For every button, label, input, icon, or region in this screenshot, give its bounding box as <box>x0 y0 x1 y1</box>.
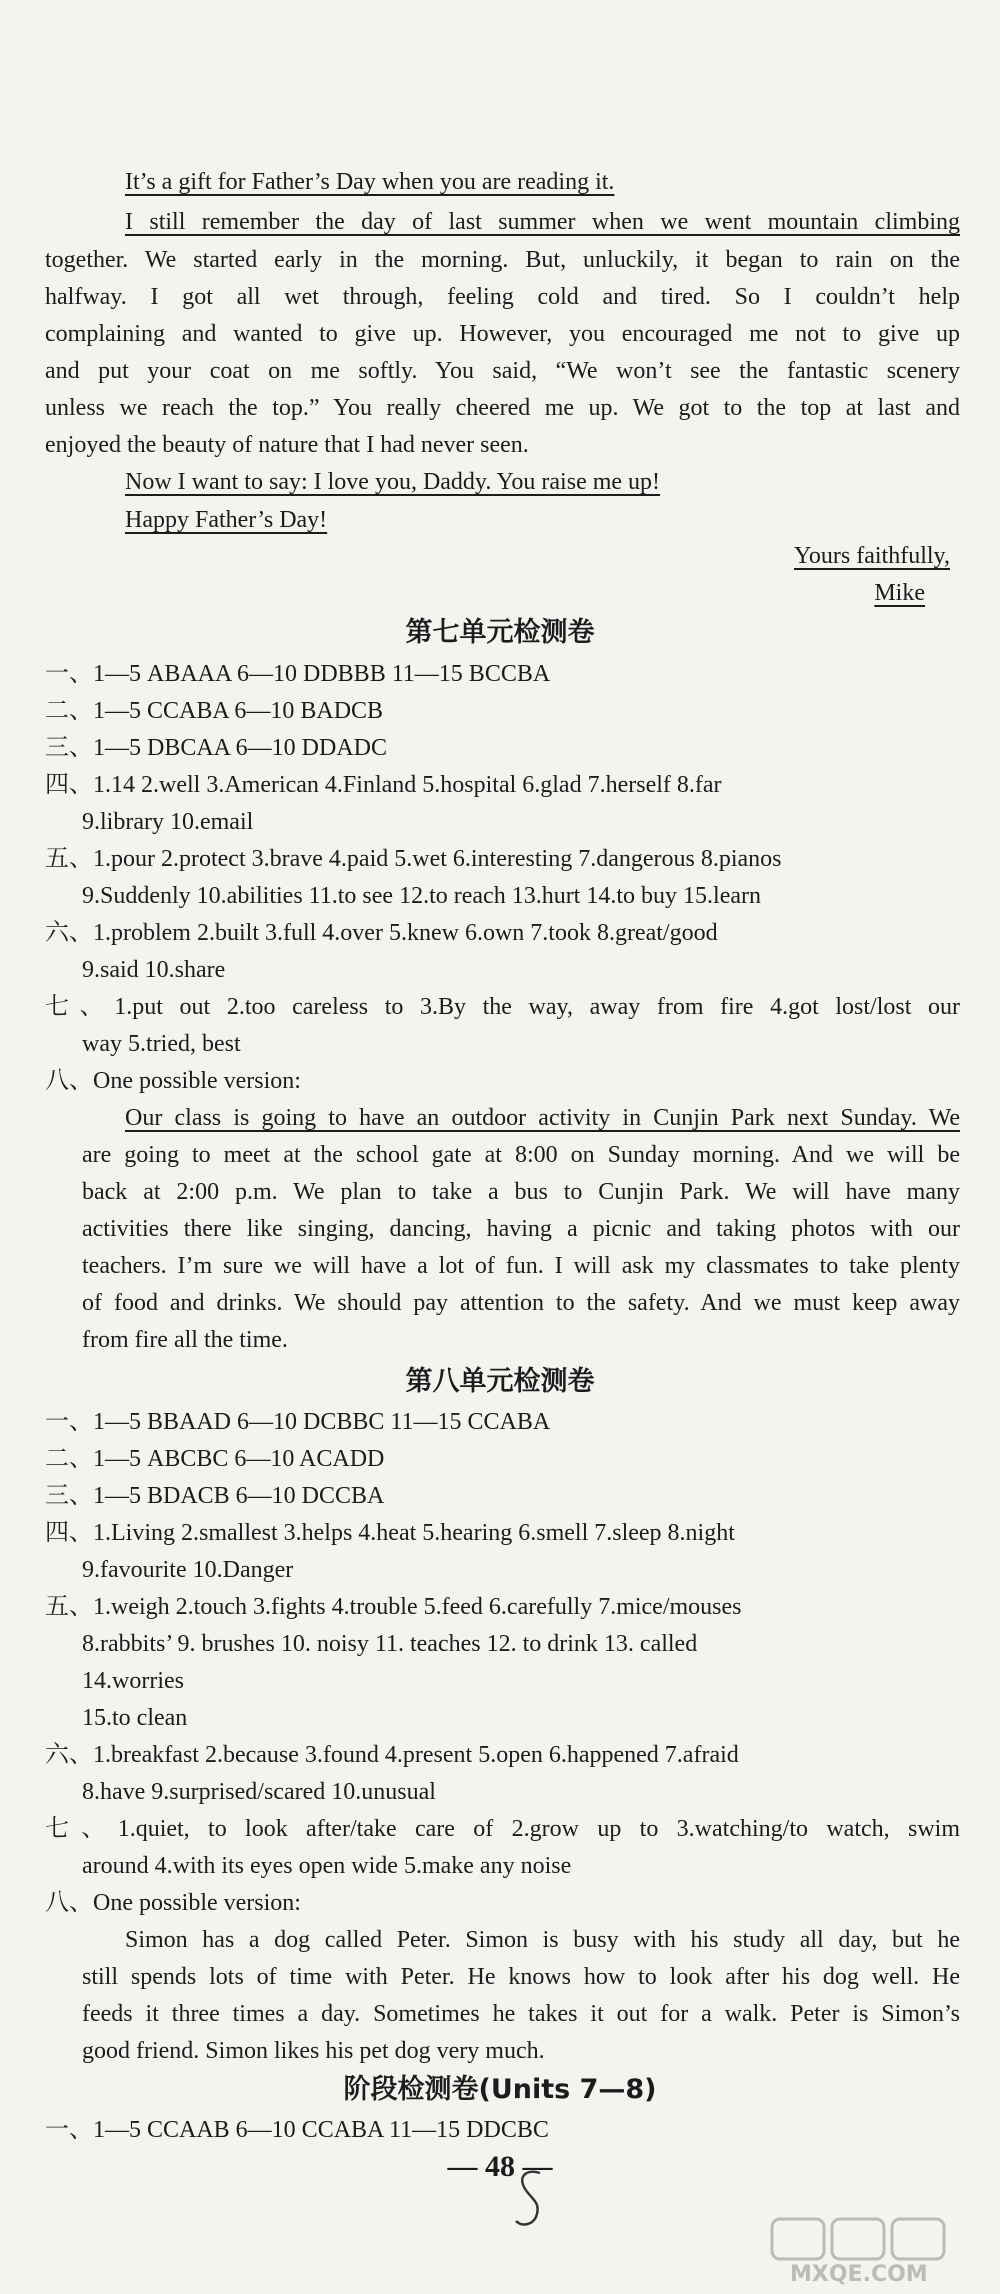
unit8-answer-line: 五、1.weigh 2.touch 3.fights 4.trouble 5.feed 6.carefully 7.mice/mouses <box>45 1594 742 1620</box>
watermark-text: MXQE.COM <box>790 2262 928 2285</box>
unit8-answer-line: 8.rabbits’ 9. brushes 10. noisy 11. teaches 12. to drink 13. called <box>82 1631 698 1657</box>
unit7-essay-line: from fire all the time. <box>82 1327 288 1353</box>
unit8-answer-line: 14.worries <box>82 1668 184 1694</box>
unit8-answer-line: around 4.with its eyes open wide 5.make any noise <box>82 1853 572 1879</box>
unit7-answer-line: 三、1—5 DBCAA 6—10 DDADC <box>45 735 388 761</box>
handwritten-mark-icon <box>510 2165 550 2235</box>
stage-test-title: 阶段检测卷(Units 7—8) <box>343 2074 657 2105</box>
unit7-essay-line: teachers. I’m sure we will have a lot of fun. I will ask my classmates to take plenty <box>82 1253 960 1279</box>
unit7-essay-line: back at 2:00 p.m. We plan to take a bus to Cunjin Park. We will have many <box>82 1179 960 1205</box>
unit7-answer-line: 二、1—5 CCABA 6—10 BADCB <box>45 698 384 724</box>
unit7-title: 第七单元检测卷 <box>405 617 595 648</box>
unit8-answer-line: 一、1—5 BBAAD 6—10 DCBBC 11—15 CCABA <box>45 1409 551 1435</box>
unit8-title: 第八单元检测卷 <box>405 1366 595 1397</box>
unit7-answer-line: 9.said 10.share <box>82 957 226 983</box>
unit7-answer-line: 9.library 10.email <box>82 809 254 835</box>
letter-closing: Yours faithfully, <box>793 543 950 569</box>
letter-line: unless we reach the top.” You really cheered me up. We got to the top at last and <box>45 395 960 421</box>
letter-line: halfway. I got all wet through, feeling cold and tired. So I couldn’t help <box>45 284 960 310</box>
unit7-answer-line: 一、1—5 ABAAA 6—10 DDBBB 11—15 BCCBA <box>45 661 551 687</box>
unit8-essay-line: still spends lots of time with Peter. He knows how to look after his dog well. He <box>82 1964 960 1990</box>
unit8-answer-line: 二、1—5 ABCBC 6—10 ACADD <box>45 1446 385 1472</box>
unit7-answer-line: way 5.tried, best <box>82 1031 241 1057</box>
unit7-essay-line: activities there like singing, dancing, having a picnic and taking photos with our <box>82 1216 960 1242</box>
unit7-answer-line: 五、1.pour 2.protect 3.brave 4.paid 5.wet 6.interesting 7.dangerous 8.pianos <box>45 846 782 872</box>
letter-paragraph-3: Now I want to say: I love you, Daddy. You raise me up! <box>125 469 661 495</box>
unit8-answer-line: 七、1.quiet, to look after/take care of 2.grow up to 3.watching/to watch, swim <box>45 1816 960 1842</box>
unit8-answer-line: 六、1.breakfast 2.because 3.found 4.present 5.open 6.happened 7.afraid <box>45 1742 739 1768</box>
unit8-essay-line: Simon has a dog called Peter. Simon is busy with his study all day, but he <box>125 1927 960 1953</box>
unit8-answer-line: 8.have 9.surprised/scared 10.unusual <box>82 1779 436 1805</box>
letter-line: and put your coat on me softly. You said, “We won’t see the fantastic scenery <box>45 358 960 384</box>
letter-line: enjoyed the beauty of nature that I had never seen. <box>45 432 529 458</box>
unit8-essay-line: good friend. Simon likes his pet dog very much. <box>82 2038 545 2064</box>
letter-line: together. We started early in the morning. But, unluckily, it began to rain on the <box>45 247 960 273</box>
unit7-answer-line: 四、1.14 2.well 3.American 4.Finland 5.hospital 6.glad 7.herself 8.far <box>45 772 722 798</box>
unit8-answer-line: 三、1—5 BDACB 6—10 DCCBA <box>45 1483 385 1509</box>
unit8-essay-line: feeds it three times a day. Sometimes he takes it out for a walk. Peter is Simon’s <box>82 2001 960 2027</box>
unit8-answer-line: 9.favourite 10.Danger <box>82 1557 294 1583</box>
letter-signature: Mike <box>874 580 925 606</box>
unit7-essay-line: of food and drinks. We should pay attention to the safety. And we must keep away <box>82 1290 960 1316</box>
unit7-answer-line: 六、1.problem 2.built 3.full 4.over 5.knew 6.own 7.took 8.great/good <box>45 920 718 946</box>
letter-line: I still remember the day of last summer when we went mountain climbing <box>125 209 960 235</box>
page-number: — 48 — <box>447 2150 553 2183</box>
unit7-essay-line: are going to meet at the school gate at 8:00 on Sunday morning. And we will be <box>82 1142 960 1168</box>
unit7-answer-line: 八、One possible version: <box>45 1068 301 1094</box>
letter-paragraph-1: It’s a gift for Father’s Day when you are reading it. <box>125 169 615 195</box>
letter-paragraph-4: Happy Father’s Day! <box>125 507 328 533</box>
unit7-answer-line: 9.Suddenly 10.abilities 11.to see 12.to reach 13.hurt 14.to buy 15.learn <box>82 883 761 909</box>
unit7-essay-line: Our class is going to have an outdoor activity in Cunjin Park next Sunday. We <box>125 1105 960 1131</box>
letter-line: complaining and wanted to give up. However, you encouraged me not to give up <box>45 321 960 347</box>
unit8-answer-line: 15.to clean <box>82 1705 188 1731</box>
site-watermark-logo <box>770 2215 990 2285</box>
unit8-answer-line: 八、One possible version: <box>45 1890 301 1916</box>
stage-answer-line: 一、1—5 CCAAB 6—10 CCABA 11—15 DDCBC <box>45 2117 549 2143</box>
unit7-answer-line: 七、1.put out 2.too careless to 3.By the way, away from fire 4.got lost/lost our <box>45 994 960 1020</box>
unit8-answer-line: 四、1.Living 2.smallest 3.helps 4.heat 5.hearing 6.smell 7.sleep 8.night <box>45 1520 735 1546</box>
